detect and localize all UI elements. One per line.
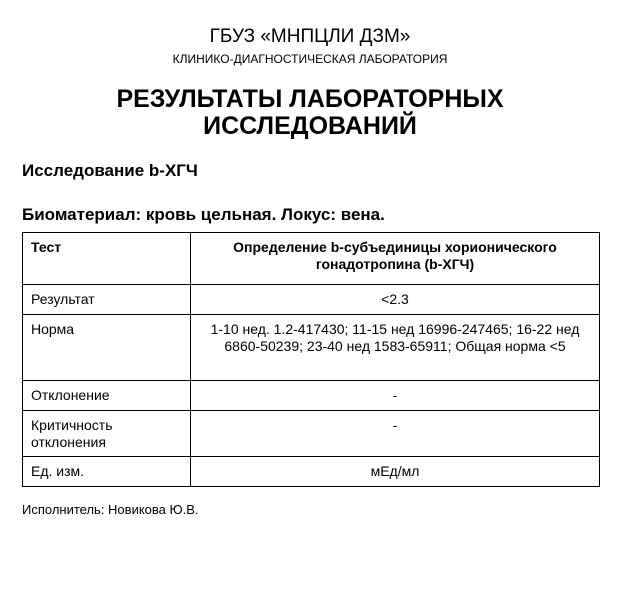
organization-subtitle: КЛИНИКО-ДИАГНОСТИЧЕСКАЯ ЛАБОРАТОРИЯ	[172, 52, 448, 66]
table-row-norm	[23, 315, 600, 381]
results-table	[22, 232, 600, 487]
table-row-unit	[23, 457, 600, 487]
row-label-unit: Ед. изм.	[23, 457, 191, 487]
table-row-criticality	[23, 411, 600, 457]
biomaterial-line: Биоматериал: кровь цельная. Локус: вена.	[22, 205, 385, 224]
row-value-result: <2.3	[191, 285, 600, 315]
document-title-line-1: РЕЗУЛЬТАТЫ ЛАБОРАТОРНЫХ	[116, 85, 504, 113]
table-row-result	[23, 285, 600, 315]
executor-line: Исполнитель: Новикова Ю.В.	[22, 502, 199, 517]
header-label-cell: Тест	[23, 233, 191, 285]
row-label-norm: Норма	[23, 315, 191, 381]
row-value-criticality: -	[191, 411, 600, 457]
row-label-criticality: Критичность отклонения	[23, 411, 191, 457]
document-title	[0, 86, 620, 140]
document-title-line-2: ИССЛЕДОВАНИЙ	[203, 112, 417, 140]
row-value-norm: 1-10 нед. 1.2-417430; 11-15 нед 16996-247465; 16-22 нед 6860-50239; 23-40 нед 1583-65911; Общая норма <5	[191, 315, 600, 381]
row-label-result: Результат	[23, 285, 191, 315]
table-header-row	[23, 233, 600, 285]
header-value-cell: Определение b-субъединицы хорионического гонадотропина (b-ХГЧ)	[191, 233, 600, 285]
row-label-deviation: Отклонение	[23, 381, 191, 411]
table-row-deviation	[23, 381, 600, 411]
organization-name: ГБУЗ «МНПЦЛИ ДЗМ»	[209, 26, 411, 47]
study-title: Исследование b-ХГЧ	[22, 161, 198, 180]
row-value-unit: мЕд/мл	[191, 457, 600, 487]
row-value-deviation: -	[191, 381, 600, 411]
